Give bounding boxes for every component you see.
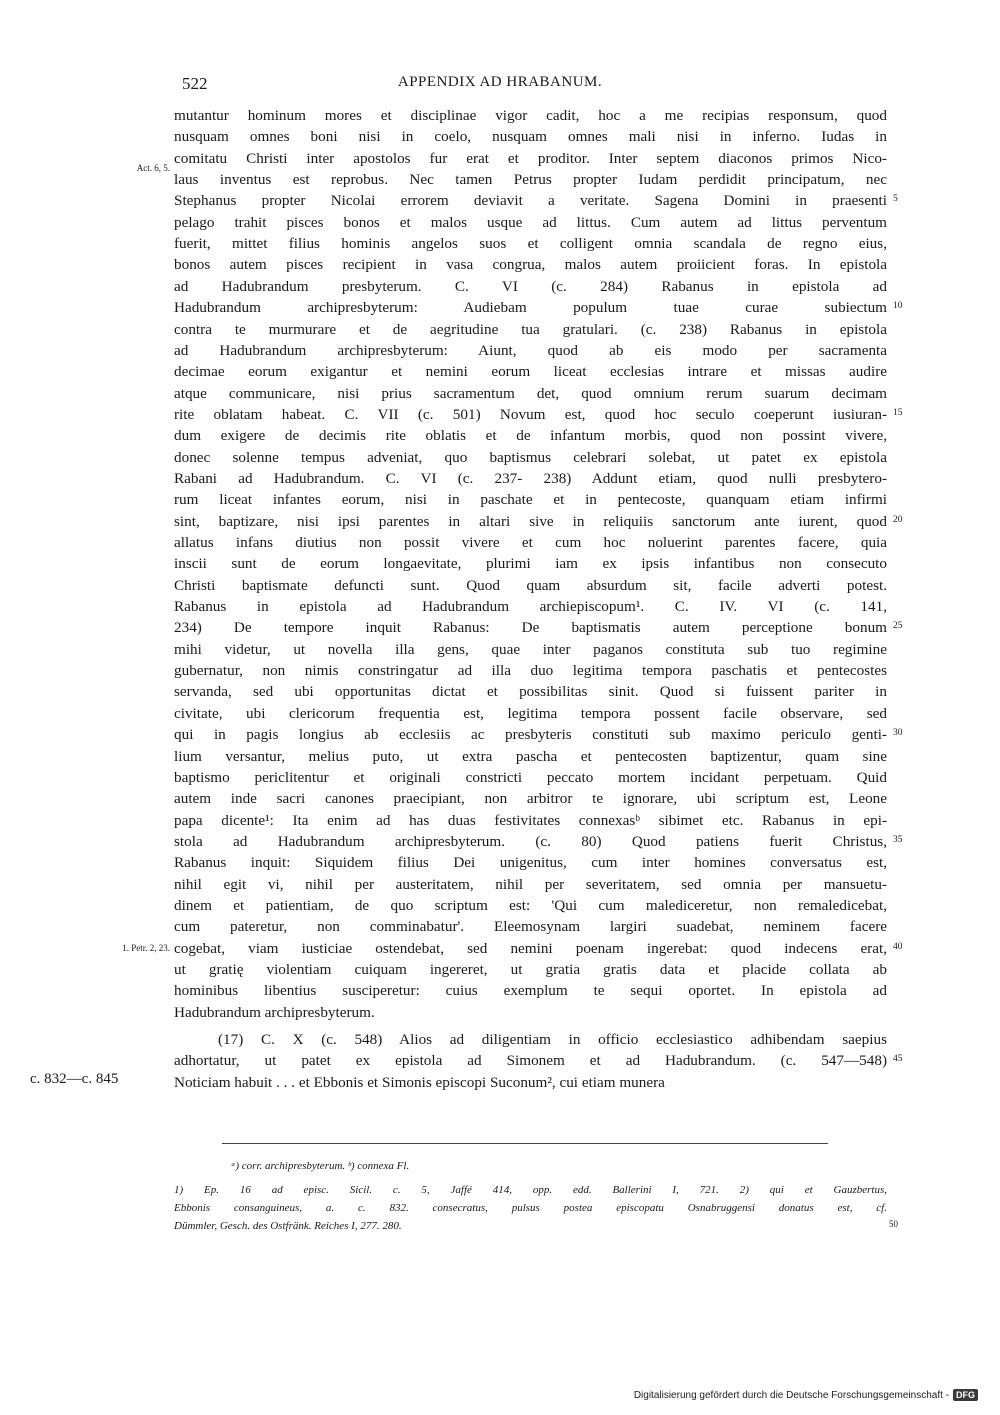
margin-ref-act: Act. 6, 5. — [136, 163, 170, 173]
line-number: 30 — [893, 728, 903, 739]
text-line: bonos autem pisces recipient in vasa congrua, malos autem proiicient foras. In epistola — [174, 256, 887, 274]
text-line: lium versantur, melius puto, ut extra pascha et pentecosten baptizentur, quam sine — [174, 747, 887, 765]
text-line: ut gratię violentiam cuiquam ingereret, ut gratia gratis data et placide collata ab — [174, 961, 887, 978]
margin-ref-petr: 1. Petr. 2, 23. — [122, 943, 170, 953]
line-number: 20 — [893, 514, 903, 525]
footnote-rule — [222, 1143, 828, 1144]
text-line: mutantur hominum mores et disciplinae vigor cadit, hoc a me recipias responsum, quod — [174, 107, 887, 124]
dfg-logo: DFG — [953, 1389, 978, 1401]
text-line: mihi videtur, ut novella illa gens, quae inter paganos constituta sub tuo regimine — [174, 640, 887, 658]
line-number: 5 — [893, 194, 898, 205]
text-line: stola ad Hadubrandum archipresbyterum. (c. 80) Quod patiens fuerit Christus, — [174, 832, 887, 850]
text-line: autem inde sacri canones praecipiant, non arbitror te ignorare, ubi scriptum est, Leone — [174, 790, 887, 808]
text-line: 234) De tempore inquit Rabanus: De baptismatis autem perceptione bonum — [174, 619, 887, 637]
line-number: 40 — [893, 941, 903, 952]
text-line: donec solenne tempus adveniat, quo baptismus celebrari solebat, ut patet ex epistola — [174, 448, 887, 466]
text-line: Rabanus in epistola ad Hadubrandum archiepiscopum¹. C. IV. VI (c. 141, — [174, 598, 887, 616]
line-number: 10 — [893, 301, 903, 312]
text-line: nusquam omnes boni nisi in coelo, nusquam omnes mali nisi in inferno. Iudas in — [174, 128, 887, 146]
text-line: Rabanus inquit: Siquidem filius Dei unigenitus, cum inter homines conversatus est, — [174, 854, 887, 872]
text-line: Christi baptismate defuncti sunt. Quod quam absurdum sit, facile adverti potest. — [174, 576, 887, 594]
text-line: fuerit, mittet filius hominis angelos suos et colligent omnia scandala de regno eius, — [174, 235, 887, 253]
text-line: gubernatur, non nimis constringatur ad illa duo legitima tempora paschatis et pentecostes — [174, 662, 887, 680]
text-line: decimae eorum exigantur et nemini eorum liceat ecclesias intrare et missas audire — [174, 363, 887, 381]
dfg-footer — [634, 1389, 978, 1401]
page-number: 522 — [182, 74, 208, 93]
text-line: rum liceat infantes eorum, nisi in paschate et in pentecoste, quanquam etiam infirmi — [174, 491, 887, 509]
text-line: Hadubrandum archipresbyterum: Audiebam populum tuae curae subiectum — [174, 299, 887, 317]
text-line: rite oblatam habeat. C. VII (c. 501) Novum est, quod hoc seculo coeperunt iusiuran- — [174, 405, 887, 423]
text-line: baptismo periclitentur et originali constricti peccato mortem incidant perpetuam. Quid — [174, 768, 887, 786]
text-line: cogebat, viam iusticiae ostendebat, sed nemini poenam ingerebat: quod indecens erat, — [174, 939, 887, 957]
line-number: 25 — [893, 621, 903, 632]
footnote-critical: ᵃ) corr. archipresbyterum. ᵇ) connexa Fl. — [231, 1160, 410, 1172]
footnote-line-2: Ebbonis consanguineus, a. c. 832. consecratus, pulsus postea episcopatu Osnabruggensi donatus est, cf. — [174, 1202, 887, 1214]
text-line: pelago trahit pisces bonos et malos usque ad littus. Cum autem ad littus perventum — [174, 213, 887, 231]
text-line: atque communicare, nisi prius sacramentum det, quod omnium rerum suarum decimam — [174, 384, 887, 402]
text-line: comitatu Christi inter apostolos fur erat et proditor. Inter septem diaconos primos Nico- — [174, 149, 887, 167]
text-line: dinem et patientiam, de quo scriptum est: 'Qui cum malediceretur, non remaledicebat, — [174, 896, 887, 914]
text-line: Noticiam habuit . . . et Ebbonis et Simonis episcopi Suconum², cui etiam munera — [174, 1073, 665, 1091]
line-number: 45 — [893, 1054, 903, 1065]
margin-ref-date: c. 832—c. 845 — [30, 1071, 119, 1087]
funding-text: Digitalisierung gefördert durch die Deutsche Forschungsgemeinschaft - — [633, 1389, 949, 1401]
text-line: servanda, sed ubi opportunitas dictat et possibilitas sinit. Quod si fuissent pariter in — [174, 683, 887, 701]
text-line: dum exigere de decimis rite oblatis et de infantum morbis, quod non possint vivere, — [174, 427, 887, 445]
footnote-line-1: 1) Ep. 16 ad episc. Sicil. c. 5, Jaffé 414, opp. edd. Ballerini I, 721. 2) qui et Gauzbertus, — [174, 1184, 887, 1196]
text-line: laus inventus est reprobus. Nec tamen Petrus propter Iudam perdidit principatum, nec — [174, 171, 887, 189]
text-line: cum pateretur, non comminabatur'. Eleemosynam largiri suadebat, neminem facere — [174, 918, 887, 936]
running-title: APPENDIX AD HRABANUM. — [397, 74, 603, 90]
text-line: Stephanus propter Nicolai errorem deviavit a veritate. Sagena Domini in praesenti — [174, 192, 887, 210]
text-line: inscii sunt de eorum longaevitate, plurimi iam ex ipsis infantibus non consecuto — [174, 555, 887, 573]
text-line: (17) C. X (c. 548) Alios ad diligentiam in officio ecclesiastico adhibendam saepius — [218, 1031, 887, 1049]
text-line: nihil egit vi, nihil per austeritatem, nihil per severitatem, sed omnia per mansuetu- — [174, 875, 887, 893]
text-line: hominibus libentius susciperetur: cuius exemplum te sequi oportet. In epistola ad — [174, 982, 887, 1000]
text-line: Rabani ad Hadubrandum. C. VI (c. 237- 238) Addunt etiam, quod nulli presbytero- — [174, 469, 887, 487]
text-line: ad Hadubrandum archipresbyterum: Aiunt, quod ab eis modo per sacramenta — [174, 341, 887, 359]
line-number: 35 — [893, 834, 903, 845]
line-number: 15 — [893, 407, 903, 418]
text-line: ad Hadubrandum presbyterum. C. VI (c. 284) Rabanus in epistola ad — [174, 277, 887, 295]
text-line: qui in pagis longius ab ecclesiis ac presbyteris constituti sub maximo periculo genti- — [174, 726, 887, 744]
text-line: allatus infans diutius non possit vivere et cum hoc noluerint parentes facere, quia — [174, 534, 887, 551]
text-line: papa dicente¹: Ita enim ad has duas festivitates connexasᵇ sibimet etc. Rabanus in epi- — [174, 811, 887, 829]
text-line: Hadubrandum archipresbyterum. — [174, 1003, 375, 1021]
text-line: civitate, ubi clericorum frequentia est, legitima tempora possent facile observare, sed — [174, 704, 887, 722]
footnote-line-number: 50 — [889, 1219, 898, 1229]
text-line: sint, baptizare, nisi ipsi parentes in altari sive in reliquiis sanctorum ante iurent, quod — [174, 512, 887, 530]
text-line: contra te murmurare et de aegritudine tua gratulari. (c. 238) Rabanus in epistola — [174, 320, 887, 338]
footnote-line-3: Dümmler, Gesch. des Ostfränk. Reiches I, 277. 280. — [174, 1220, 402, 1232]
text-line: adhortatur, ut patet ex epistola ad Simonem et ad Hadubrandum. (c. 547—548) — [174, 1052, 887, 1070]
